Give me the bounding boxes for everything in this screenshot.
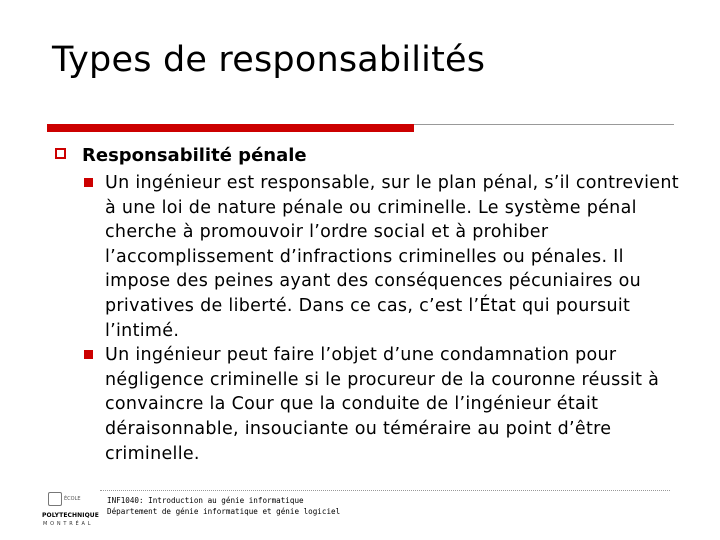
logo-text-ecole: ÉCOLE (64, 496, 81, 502)
logo-text-polytechnique: POLYTECHNIQUE (42, 512, 99, 519)
bullet-text: Un ingénieur peut faire l’objet d’une condamnation pour négligence criminelle si le procureur de la couronne réussit à convaincre la Cour que la conduite de l’ingénieur était déraisonnable, insouciante ou téméraire au point d’être criminelle. (105, 345, 660, 464)
slide-title: Types de responsabilités (52, 40, 486, 80)
title-underline-thin (414, 124, 674, 125)
seal-icon (48, 492, 62, 506)
school-logo (42, 492, 98, 532)
bullet-list (105, 171, 680, 466)
hollow-square-bullet-icon (55, 148, 66, 159)
logo-text-montreal: MONTRÉAL (43, 521, 94, 527)
footer-department: Département de génie informatique et génie logiciel (107, 506, 341, 516)
footer (107, 496, 340, 517)
section-heading: Responsabilité pénale (82, 145, 307, 166)
footer-course: INF1040: Introduction au génie informatique (107, 496, 304, 505)
list-item (105, 171, 680, 343)
title-underline-accent (47, 124, 414, 132)
footer-divider (100, 490, 670, 491)
list-item (105, 343, 680, 466)
filled-square-bullet-icon (84, 178, 93, 187)
bullet-text: Un ingénieur est responsable, sur le plan pénal, s’il contrevient à une loi de nature pénale ou criminelle. Le système pénal cherche à promouvoir l’ordre social et à prohiber l’accomplissement d’infractions criminelles ou pénales. Il impose des peines ayant des conséquences pécuniaires ou privatives de liberté. Dans ce cas, c’est l’État qui poursuit l’intimé. (105, 173, 679, 341)
filled-square-bullet-icon (84, 350, 93, 359)
